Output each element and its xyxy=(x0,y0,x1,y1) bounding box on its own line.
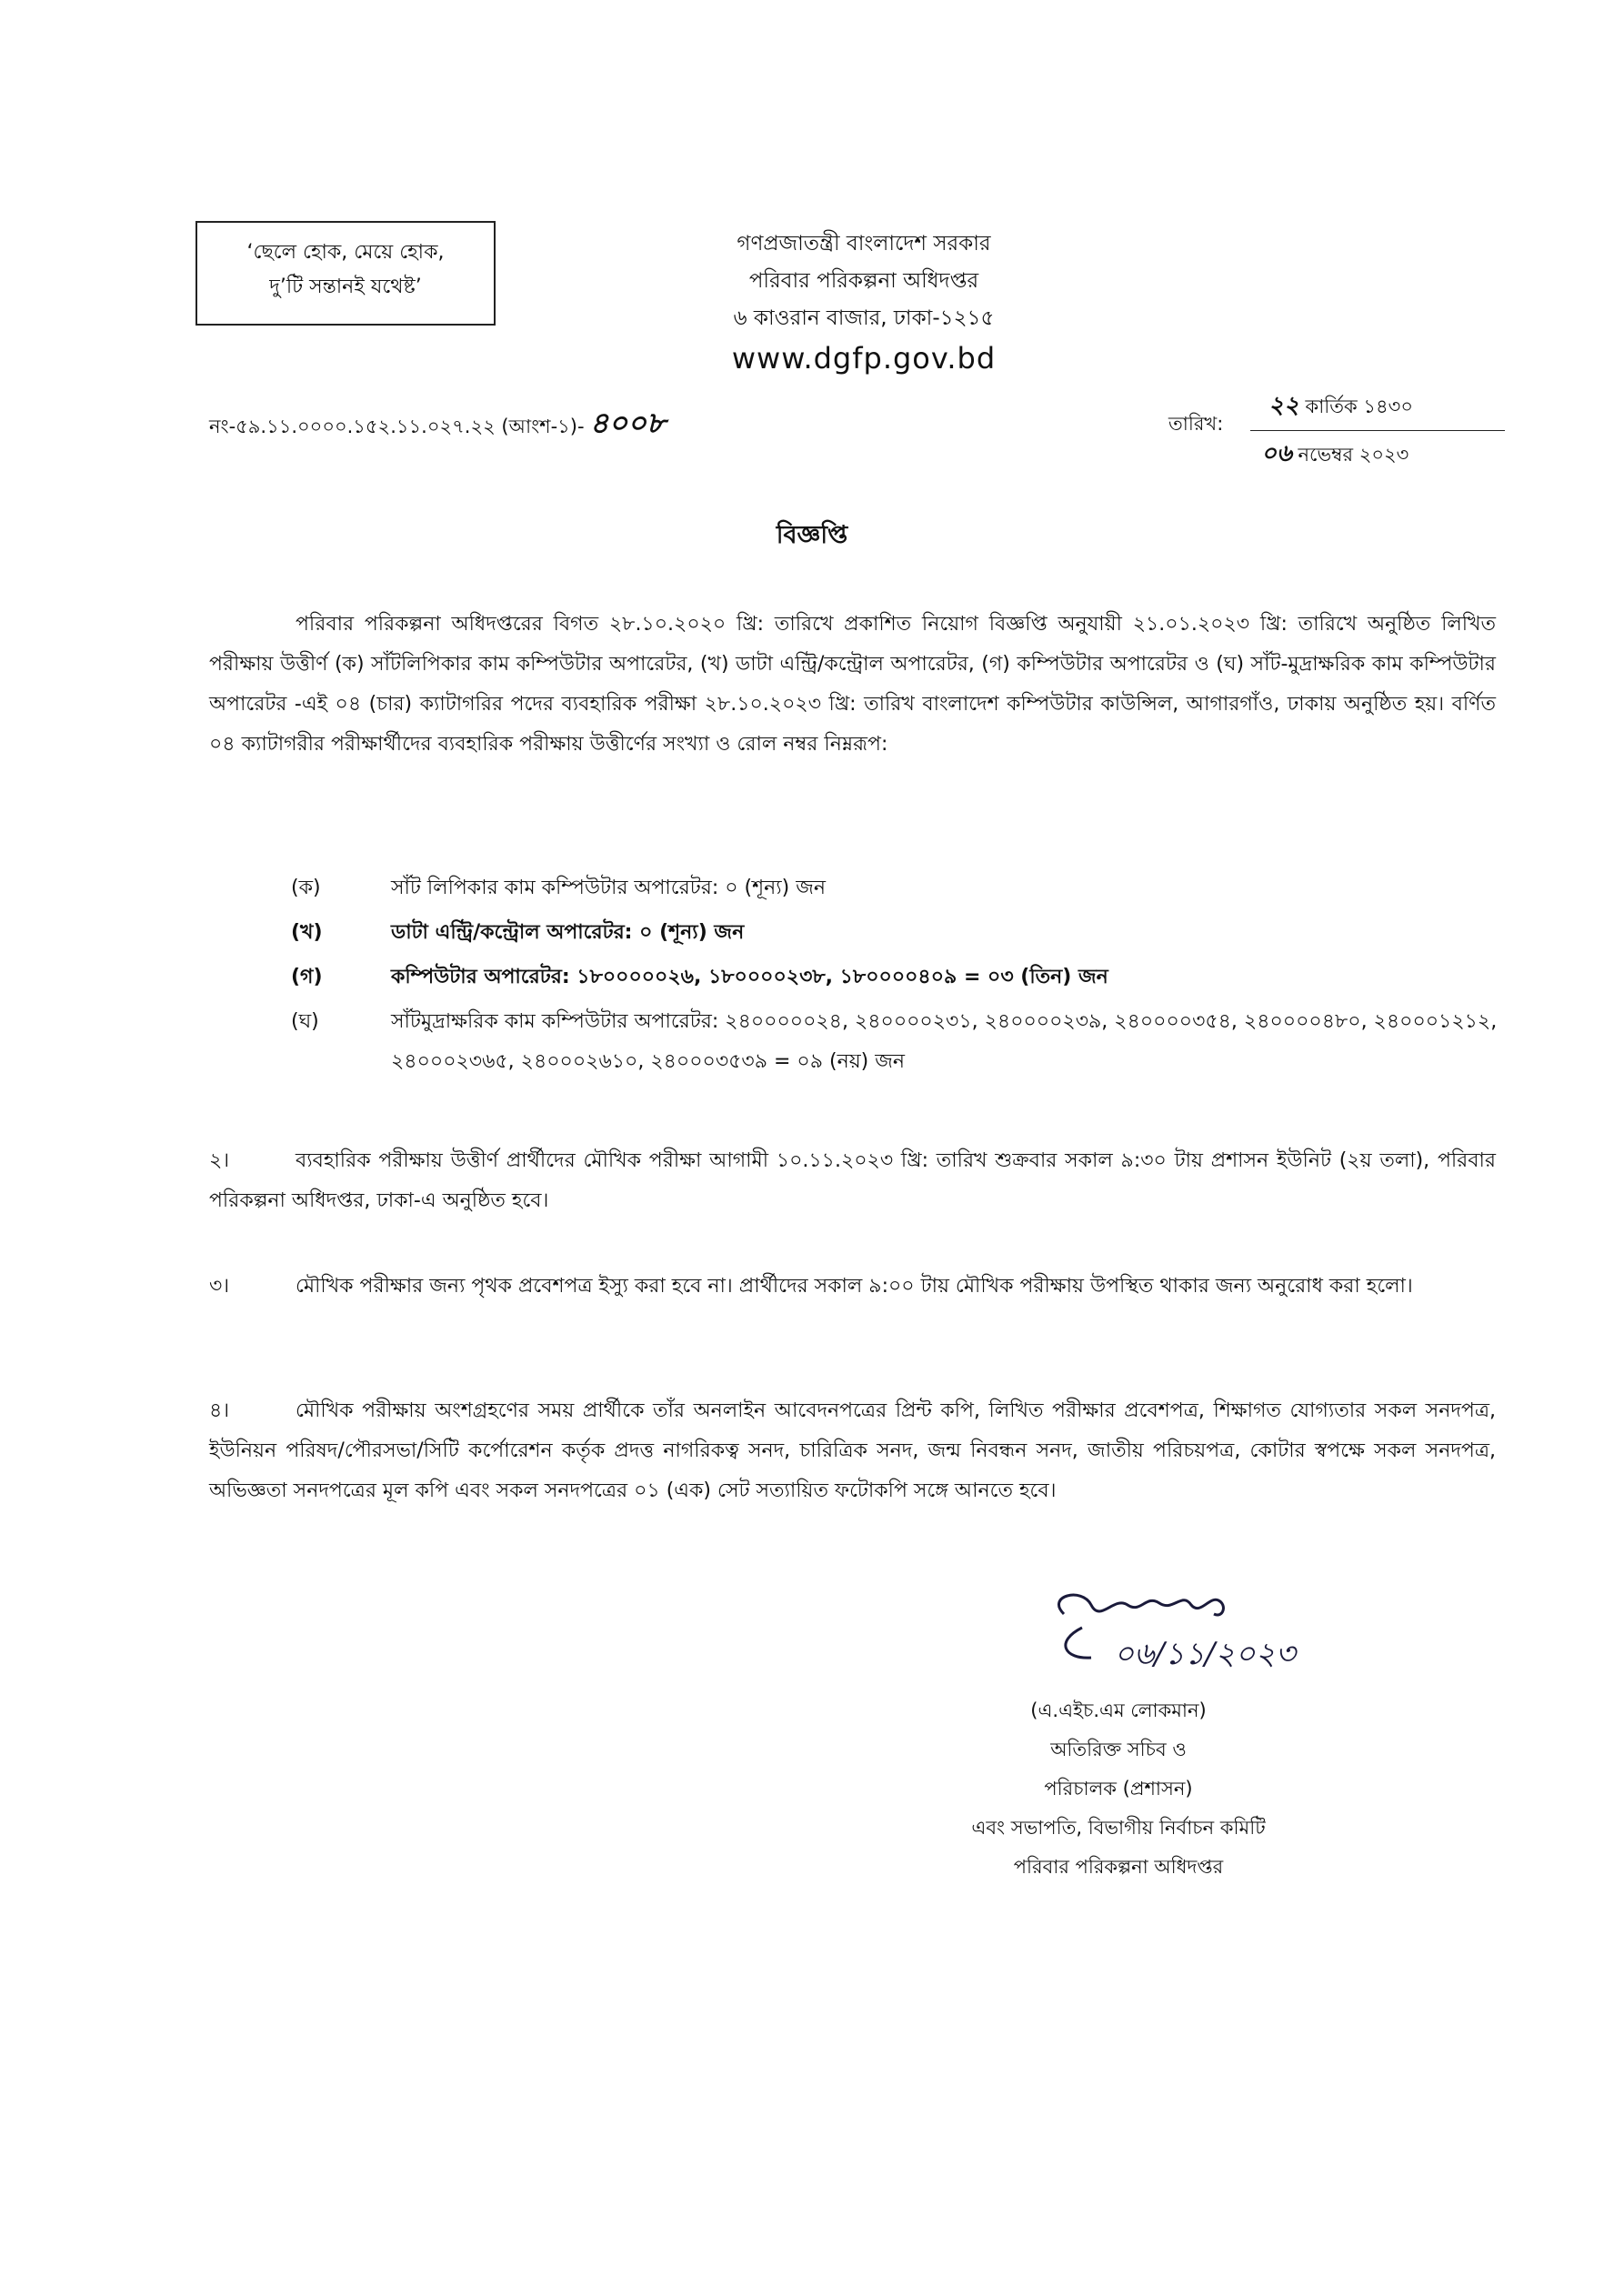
list-item xyxy=(291,958,1500,998)
result-list xyxy=(291,868,1500,1087)
paragraph-number: ২। xyxy=(209,1149,230,1172)
paragraph-text: ব্যবহারিক পরীক্ষায় উত্তীর্ণ প্রার্থীদের মৌখিক পরীক্ষা আগামী ১০.১১.২০২৩ খ্রি: তারিখ শুক্রবার সকাল ৯:৩০ টায় প্রশাসন ইউনিট (২য় তলা), পরিবার পরিকল্পনা অধিদপ্তর, ঢাকা-এ অনুষ্ঠিত হবে। xyxy=(209,1149,1496,1212)
govt-name: গণপ্রজাতন্ত্রী বাংলাদেশ সরকার xyxy=(737,232,991,256)
list-marker: (খ) xyxy=(291,921,323,944)
list-marker: (গ) xyxy=(291,966,323,988)
address: ৬ কাওরান বাজার, ঢাকা-১২১৫ xyxy=(733,306,995,330)
bangla-day: ২২ xyxy=(1268,392,1299,419)
slogan-line-1: ‘ছেলে হোক, মেয়ে হোক, xyxy=(246,241,445,264)
signature-date: ০৬/১১/২০২৩ xyxy=(1114,1636,1296,1672)
paragraph-number: ৩। xyxy=(209,1275,230,1298)
department-name: পরিবার পরিকল্পনা অধিদপ্তর xyxy=(748,269,979,293)
paragraph-3 xyxy=(209,1267,1496,1307)
list-text: সাঁটমুদ্রাক্ষরিক কাম কম্পিউটার অপারেটর: ২৪০০০০০২৪, ২৪০০০০২৩১, ২৪০০০০২৩৯, ২৪০০০০৩৫৪, ২৪০০০০৪৮০, ২৪০০০১২১২, ২৪০০০২৩৬৫, ২৪০০০২৬১০, ২৪০০০৩৫৩৯ = ০৯ (নয়) জন xyxy=(391,1010,1498,1073)
english-date xyxy=(1250,431,1505,475)
memo-number-text: নং-৫৯.১১.০০০০.১৫২.১১.০২৭.২২ (আংশ-১)- xyxy=(209,416,585,437)
english-day: ০৬ xyxy=(1261,440,1292,467)
letterhead xyxy=(618,226,1109,379)
date-block xyxy=(1250,386,1505,475)
bangla-date xyxy=(1250,386,1505,431)
paragraph-2 xyxy=(209,1141,1496,1221)
memo-number xyxy=(209,400,666,449)
handwritten-signature xyxy=(1028,1578,1409,1678)
memo-number-handwritten: ৪০০৮ xyxy=(589,406,666,440)
signatory-office: পরিবার পরিকল্পনা অধিদপ্তর xyxy=(1013,1856,1224,1878)
list-text: কম্পিউটার অপারেটর: ১৮০০০০০২৬, ১৮০০০০২৩৮, ১৮০০০০৪০৯ = ০৩ (তিন) জন xyxy=(391,966,1108,988)
signatory-block xyxy=(900,1691,1337,1887)
paragraph-1: পরিবার পরিকল্পনা অধিদপ্তরের বিগত ২৮.১০.২০২০ খ্রি: তারিখে প্রকাশিত নিয়োগ বিজ্ঞপ্তি অনুযায়ী ২১.০১.২০২৩ খ্রি: তারিখে অনুষ্ঠিত লিখিত পরীক্ষায় উত্তীর্ণ (ক) সাঁটলিপিকার কাম কম্পিউটার অপারেটর, (খ) ডাটা এন্ট্রি/কন্ট্রোল অপারেটর, (গ) কম্পিউটার অপারেটর ও (ঘ) সাঁট-মুদ্রাক্ষরিক কাম কম্পিউটার অপারেটর -এই ০৪ (চার) ক্যাটাগরির পদের ব্যবহারিক পরীক্ষা ২৮.১০.২০২৩ খ্রি: তারিখ বাংলাদেশ কম্পিউটার কাউন্সিল, আগারগাঁও, ঢাকায় অনুষ্ঠিত হয়। বর্ণিত ০৪ ক্যাটাগরীর পরীক্ষার্থীদের ব্যবহারিক পরীক্ষায় উত্তীর্ণের সংখ্যা ও রোল নম্বর নিম্নরূপ: xyxy=(209,613,1496,756)
slogan-box xyxy=(195,221,496,326)
paragraph-4 xyxy=(209,1391,1496,1511)
signatory-designation-2: পরিচালক (প্রশাসন) xyxy=(1044,1778,1193,1800)
paragraph-text: মৌখিক পরীক্ষায় অংশগ্রহণের সময় প্রার্থীকে তাঁর অনলাইন আবেদনপত্রের প্রিন্ট কপি, লিখিত পরীক্ষার প্রবেশপত্র, শিক্ষাগত যোগ্যতার সকল সনদপত্র, ইউনিয়ন পরিষদ/পৌরসভা/সিটি কর্পোরেশন কর্তৃক প্রদত্ত নাগরিকত্ব সনদ, চারিত্রিক সনদ, জন্ম নিবন্ধন সনদ, জাতীয় পরিচয়পত্র, কোটার স্বপক্ষে সকল সনদপত্র, অভিজ্ঞতা সনদপত্রের মূল কপি এবং সকল সনদপত্রের ০১ (এক) সেট সত্যায়িত ফটোকপি সঙ্গে আনতে হবে। xyxy=(209,1399,1496,1502)
notice-title: বিজ্ঞপ্তি xyxy=(776,521,848,549)
list-item xyxy=(291,868,1500,908)
list-text: ডাটা এন্ট্রি/কন্ট্রোল অপারেটর: ০ (শূন্য) জন xyxy=(391,921,745,944)
slogan-line-2: দু’টি সন্তানই যথেষ্ট’ xyxy=(269,276,422,298)
paragraph-number: ৪। xyxy=(209,1399,230,1422)
bangla-month-year: কার্তিক ১৪৩০ xyxy=(1305,396,1413,417)
list-text: সাঁট লিপিকার কাম কম্পিউটার অপারেটর: ০ (শূন্য) জন xyxy=(391,877,827,899)
list-item xyxy=(291,1002,1500,1082)
paragraph-text: মৌখিক পরীক্ষার জন্য পৃথক প্রবেশপত্র ইস্যু করা হবে না। প্রার্থীদের সকাল ৯:০০ টায় মৌখিক পরীক্ষায় উপস্থিত থাকার জন্য অনুরোধ করা হলো। xyxy=(296,1275,1413,1298)
english-month-year: নভেম্বর ২০২৩ xyxy=(1298,444,1409,466)
signatory-name: (এ.এইচ.এম লোকমান) xyxy=(1030,1699,1207,1721)
date-label: তারিখ: xyxy=(1168,413,1224,435)
website: www.dgfp.gov.bd xyxy=(731,341,997,376)
list-marker: (ঘ) xyxy=(291,1010,319,1033)
signatory-designation-1: অতিরিক্ত সচিব ও xyxy=(1050,1739,1187,1760)
list-item xyxy=(291,913,1500,953)
list-marker: (ক) xyxy=(291,877,321,899)
signatory-designation-3: এবং সভাপতি, বিভাগীয় নির্বাচন কমিটি xyxy=(971,1817,1266,1839)
